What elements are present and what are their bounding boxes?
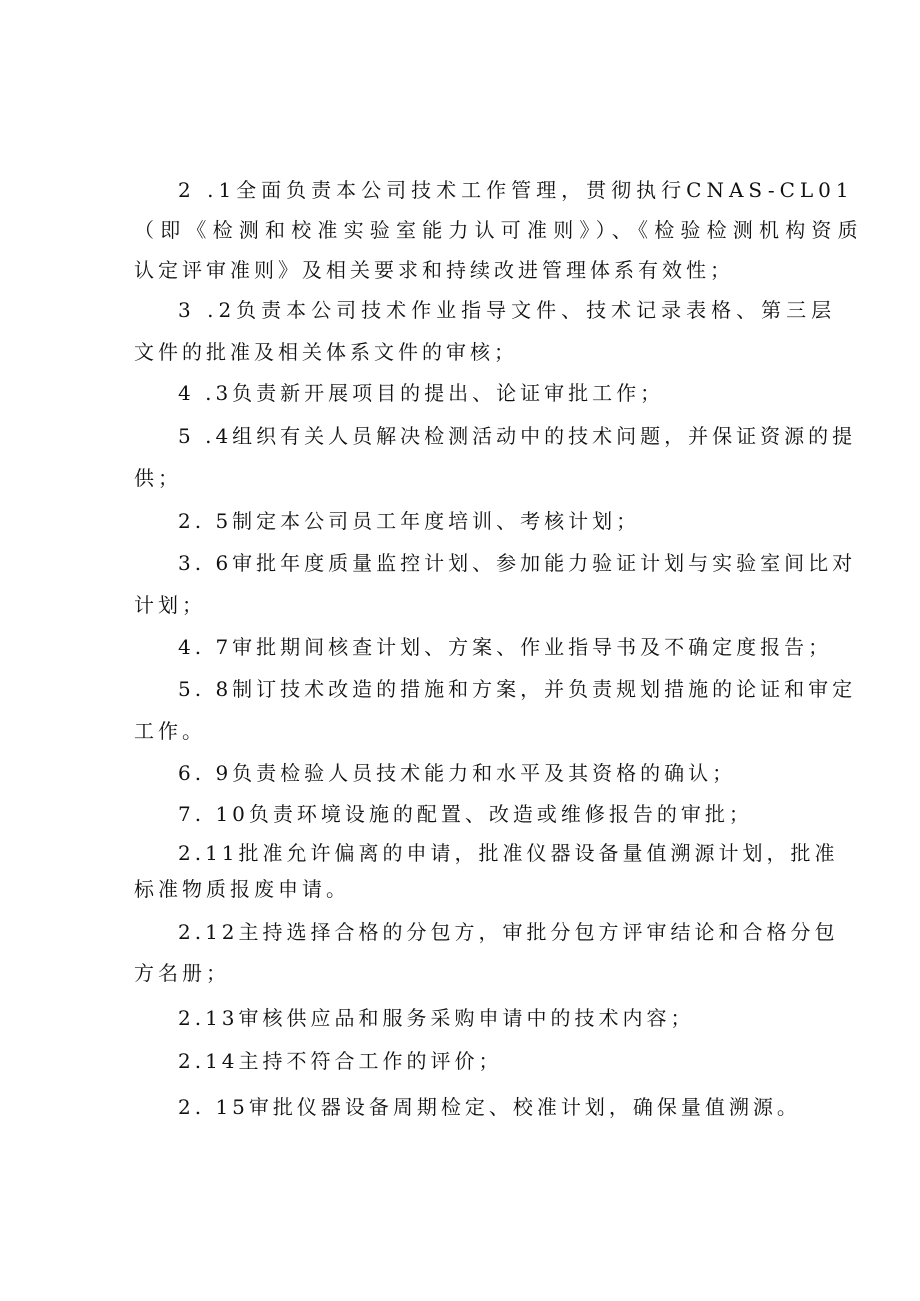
paragraph-line: 2 .1全面负责本公司技术工作管理，贯彻执行CNAS-CL01 — [178, 178, 854, 202]
paragraph-line: 2. 5制定本公司员工年度培训、考核计划； — [178, 509, 641, 533]
paragraph-line: 4. 7审批期间核查计划、方案、作业指导书及不确定度报告； — [178, 635, 833, 659]
paragraph-line: 供； — [134, 466, 182, 490]
paragraph-line: （即《检测和校准实验室能力认可准则》）、《检验检测机构资质 — [134, 218, 864, 242]
paragraph-line: 文件的批准及相关体系文件的审核； — [134, 340, 518, 364]
paragraph-line: 5 .4组织有关人员解决检测活动中的技术问题，并保证资源的提 — [178, 424, 857, 448]
paragraph-line: 2.11批准允许偏离的申请，批准仪器设备量值溯源计划，批准 — [178, 841, 839, 865]
paragraph-line: 工作。 — [134, 719, 206, 743]
paragraph-line: 标准物质报废申请。 — [134, 877, 350, 901]
paragraph-line: 计划； — [134, 593, 206, 617]
paragraph-line: 2. 15审批仪器设备周期检定、校准计划，确保量值溯源。 — [178, 1095, 801, 1119]
paragraph-line: 3. 6审批年度质量监控计划、参加能力验证计划与实验室间比对 — [178, 551, 857, 575]
paragraph-line: 2.12主持选择合格的分包方，审批分包方评审结论和合格分包 — [178, 920, 839, 944]
paragraph-line: 认定评审准则》及相关要求和持续改进管理体系有效性； — [134, 258, 734, 282]
paragraph-line: 方名册； — [134, 961, 230, 985]
paragraph-line: 6. 9负责检验人员技术能力和水平及其资格的确认； — [178, 761, 737, 785]
paragraph-line: 2.14主持不符合工作的评价； — [178, 1049, 503, 1073]
paragraph-line: 3 .2负责本公司技术作业指导文件、技术记录表格、第三层 — [178, 298, 837, 322]
paragraph-line: 5. 8制订技术改造的措施和方案，并负责规划措施的论证和审定 — [178, 677, 857, 701]
paragraph-line: 2.13审核供应品和服务采购申请中的技术内容； — [178, 1006, 695, 1030]
paragraph-line: 7. 10负责环境设施的配置、改造或维修报告的审批； — [178, 802, 753, 826]
paragraph-line: 4 .3负责新开展项目的提出、论证审批工作； — [178, 381, 665, 405]
